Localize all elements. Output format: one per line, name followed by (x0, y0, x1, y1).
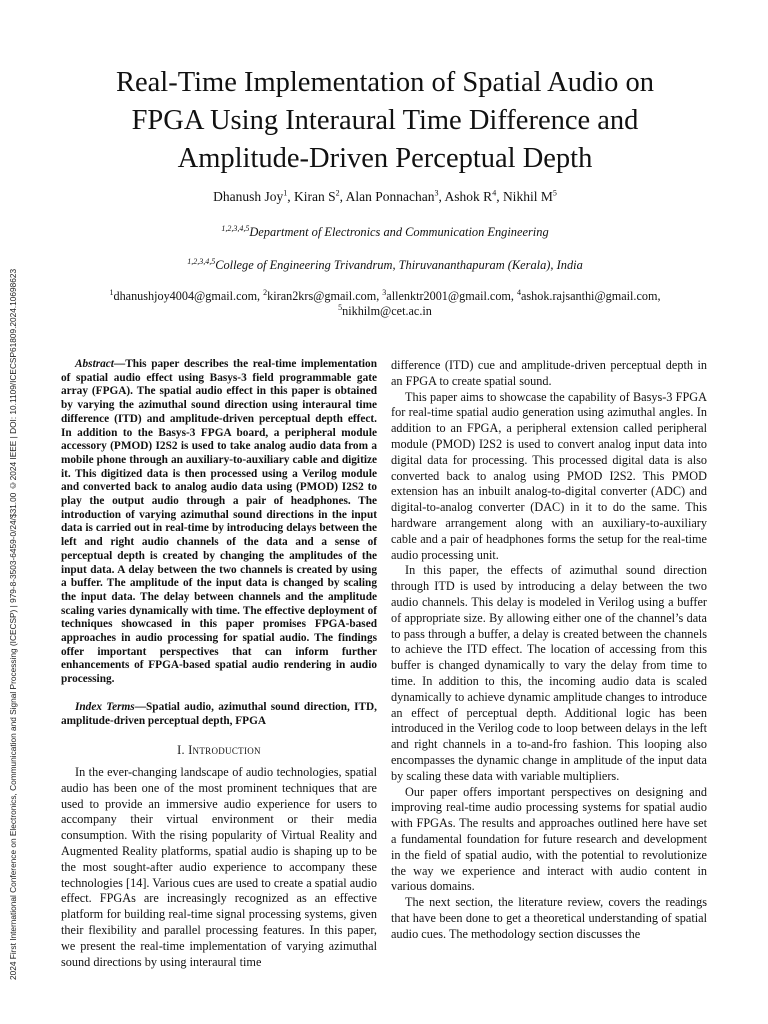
paper-title (70, 64, 700, 178)
author-index: 3 (434, 188, 439, 198)
title-line: FPGA Using Interaural Time Difference and (131, 105, 639, 136)
doi-banner: 2024 First International Conference on Electronics, Communication and Signal Processing (ICECSP) | 979-8-3503-6459-0/24/$31.00 ©2024 IEEE | DOI: 10.1109/ICECSP61809.2024.10698623 (8, 268, 18, 980)
abstract-text: —This paper describes the real-time implementation of spatial audio effect using Basys-3 field programmable gate array (FPGA). The spatial audio effect in this paper is obtained by varying the azimuthal sound direction using interaural time difference (ITD) and amplitude-driven perceptual depth effect. In addition to the Basys-3 FPGA board, a peripheral module accessory (PMOD) I2S2 is used to take analog audio data from a mobile phone through an auxiliary-to-auxiliary cable and digitize it. This digitized data is then processed using a Verilog module and converted back to analog audio data using (PMOD) I2S2 to play the output audio through a pair of headphones. The introduction of varying azimuthal sound directions in the input data is carried out in real-time by introducing delays between the left and right audio channels of the data and a sense of perceptual depth is created by changing the amplitudes of the input data. A delay between the two channels is created by using a buffer. The amplitude of the input data is changed by scaling the input data. The delay between channels and the amplitude scaling varies dynamically with time. The effective deployment of techniques showcased in this paper promises FPGA-based approaches in audio processing for spatial audio. The findings offer important perspectives that can inform further enhancements of FPGA-based spatial audio rendering in audio processing. (61, 358, 377, 686)
paragraph: Our paper offers important perspectives on designing and improving real-time audio processing systems for spatial audio with FPGAs. The results and approaches outlined here have set a fundamental foundation for future research and development in the field of spatial audio, with the potential to revolutionize the way we experience and interact with audio content in various domains. (391, 784, 707, 894)
right-column (391, 358, 707, 942)
author-emails (60, 289, 710, 319)
affiliation-index: 1,2,3,4,5 (187, 256, 216, 266)
paragraph: This paper aims to showcase the capability of Basys-3 FPGA for real-time spatial audio generation using azimuthal angles. In addition to an FPGA, a peripheral extension called peripheral module (PMOD) I2S2 is used to convert analog input data into digital data for processing. This processed digital data is also converted back to analog using PMOD I2S2. This PMOD extension has an inbuilt analog-to-digital converter (ADC) and digital-to-analog converter (DAC) in it to do the same. This hardware arrangement along with an auxiliary-to-auxiliary cable and a pair of headphones forms the setup for the real-time audio processing unit. (391, 389, 707, 562)
author-list: Dhanush Joy$^1$, Kiran $S^2$, Alan Ponnachan$^3$, Ashok $R^4$, Nikhil $M^5$ (213, 188, 557, 204)
abstract-label: Abstract (75, 358, 114, 370)
author-index: 1 (283, 188, 288, 198)
email: kiran2krs@gmail.com, (267, 289, 383, 303)
email: allenktr2001@gmail.com, (386, 289, 517, 303)
author-index: 4 (492, 188, 497, 198)
paragraph: The next section, the literature review, covers the readings that have been done to get a theoretical understanding of spatial audio cues. The methodology section discusses the (391, 895, 707, 941)
author: Dhanush Joy (213, 189, 284, 204)
title-line: Real-Time Implementation of Spatial Audio on (115, 67, 654, 98)
author-index: 5 (552, 188, 557, 198)
email: ashok.rajsanthi@gmail.com, (521, 289, 661, 303)
index-terms (61, 701, 377, 728)
author-index: 2 (335, 188, 340, 198)
email-index: 3 (382, 287, 387, 297)
section-number: I. (177, 743, 189, 758)
section-title: Introduction (188, 743, 261, 758)
affiliation-college (70, 258, 700, 273)
paragraph-continued: difference (ITD) cue and amplitude-driven perceptual depth in an FPGA to create spatial sound. (391, 358, 707, 388)
affiliation-index: 1,2,3,4,5 (221, 223, 250, 233)
author: Kiran S (294, 189, 336, 204)
email-index: 4 (517, 287, 521, 297)
author: Ashok R (444, 189, 493, 204)
email-index: 5 (338, 302, 343, 312)
left-column (61, 358, 377, 970)
email: nikhilm@cet.ac.in (342, 304, 432, 318)
email-index: 2 (263, 287, 268, 297)
index-terms-text: —Spatial audio, azimuthal sound direction, ITD, amplitude-driven perceptual depth, FPGA (61, 700, 377, 727)
index-terms-label: Index Terms (75, 700, 135, 713)
email-index: 1 (109, 287, 114, 297)
paragraph: In this paper, the effects of azimuthal sound direction through ITD is used by introducing a delay between the two audio channels. This delay is modeled in Verilog using a buffer of appropriate size. By allowing either one of the channel’s data to pass through a buffer, a delay is created between the channels to achieve the ITD effect. The location of accessing from this buffer is changed dynamically to vary the delay from time to time. In addition to this, the incoming audio data is scaled dynamically to achieve dynamic amplitude changes to introduce an effect of perceptual depth. Additional logic has been introduced in the Verilog code to loop between delays in the left and right channels in a to-and-fro fashion. This looping also encompasses the dynamic change in amplitude of the input data by scaling these data with variable multipliers. (391, 563, 707, 783)
abstract (61, 358, 377, 687)
affiliation-department (70, 225, 700, 240)
email: dhanushjoy4004@gmail.com, (113, 289, 264, 303)
section-heading (61, 743, 377, 759)
author: Alan Ponnachan (345, 189, 435, 204)
title-line: Amplitude-Driven Perceptual Depth (177, 143, 593, 174)
affiliation-text: College of Engineering Trivandrum, Thiruvananthapuram (Kerala), India (215, 258, 583, 272)
intro-paragraph: In the ever-changing landscape of audio technologies, spatial audio has been one of the most prominent techniques that are used to provide an immersive audio experience for users to accompany their virtual environment or their media consumption. With the rising popularity of Virtual Reality and Augmented Reality platforms, spatial audio is shaping up to be the most sought-after audio experience to accompany these technologies [14]. Various cues are used to create a spatial audio effect. FPGAs are increasingly recognized as an effective platform for building real-time signal processing systems, given their flexibility and parallel processing features. In this paper, we present the real-time implementation of varying azimuthal sound directions by using interaural time (61, 765, 377, 969)
author: Nikhil M (502, 189, 553, 204)
affiliation-text: Department of Electronics and Communication Engineering (249, 225, 549, 239)
